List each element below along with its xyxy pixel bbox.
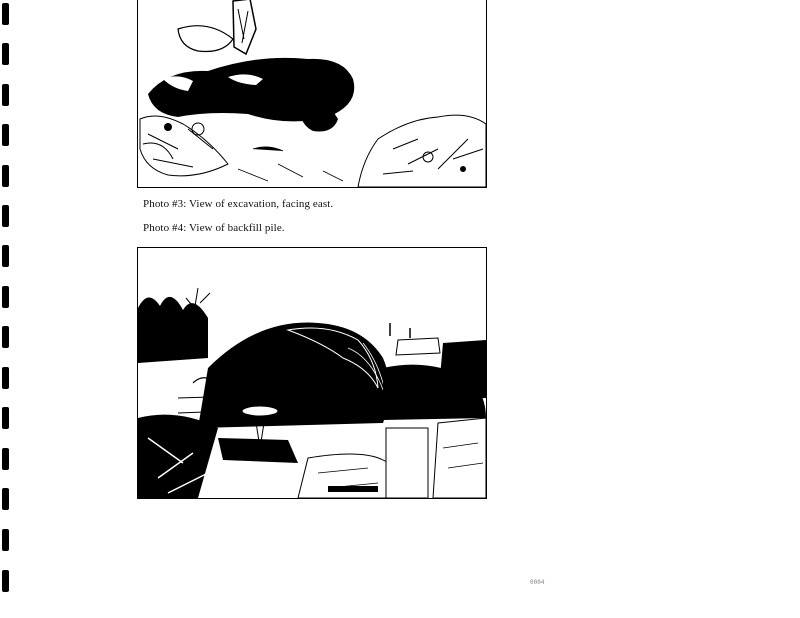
punch-hole <box>2 124 9 146</box>
punch-hole <box>2 407 9 429</box>
punch-hole <box>2 488 9 510</box>
punch-hole <box>2 165 9 187</box>
punch-hole <box>2 3 9 25</box>
photo-3-caption: Photo #3: View of excavation, facing east. <box>143 198 334 210</box>
punch-hole <box>2 448 9 470</box>
punch-hole <box>2 286 9 308</box>
photo-4-caption: Photo #4: View of backfill pile. <box>143 222 285 234</box>
photo-excavation <box>137 0 487 188</box>
punch-hole <box>2 245 9 267</box>
photo-backfill-pile <box>137 247 487 499</box>
punch-hole <box>2 570 9 592</box>
page-number: 0004 <box>530 579 545 586</box>
punch-hole <box>2 529 9 551</box>
punch-hole <box>2 367 9 389</box>
punch-hole <box>2 84 9 106</box>
punch-hole <box>2 43 9 65</box>
punch-hole <box>2 326 9 348</box>
punch-hole <box>2 205 9 227</box>
